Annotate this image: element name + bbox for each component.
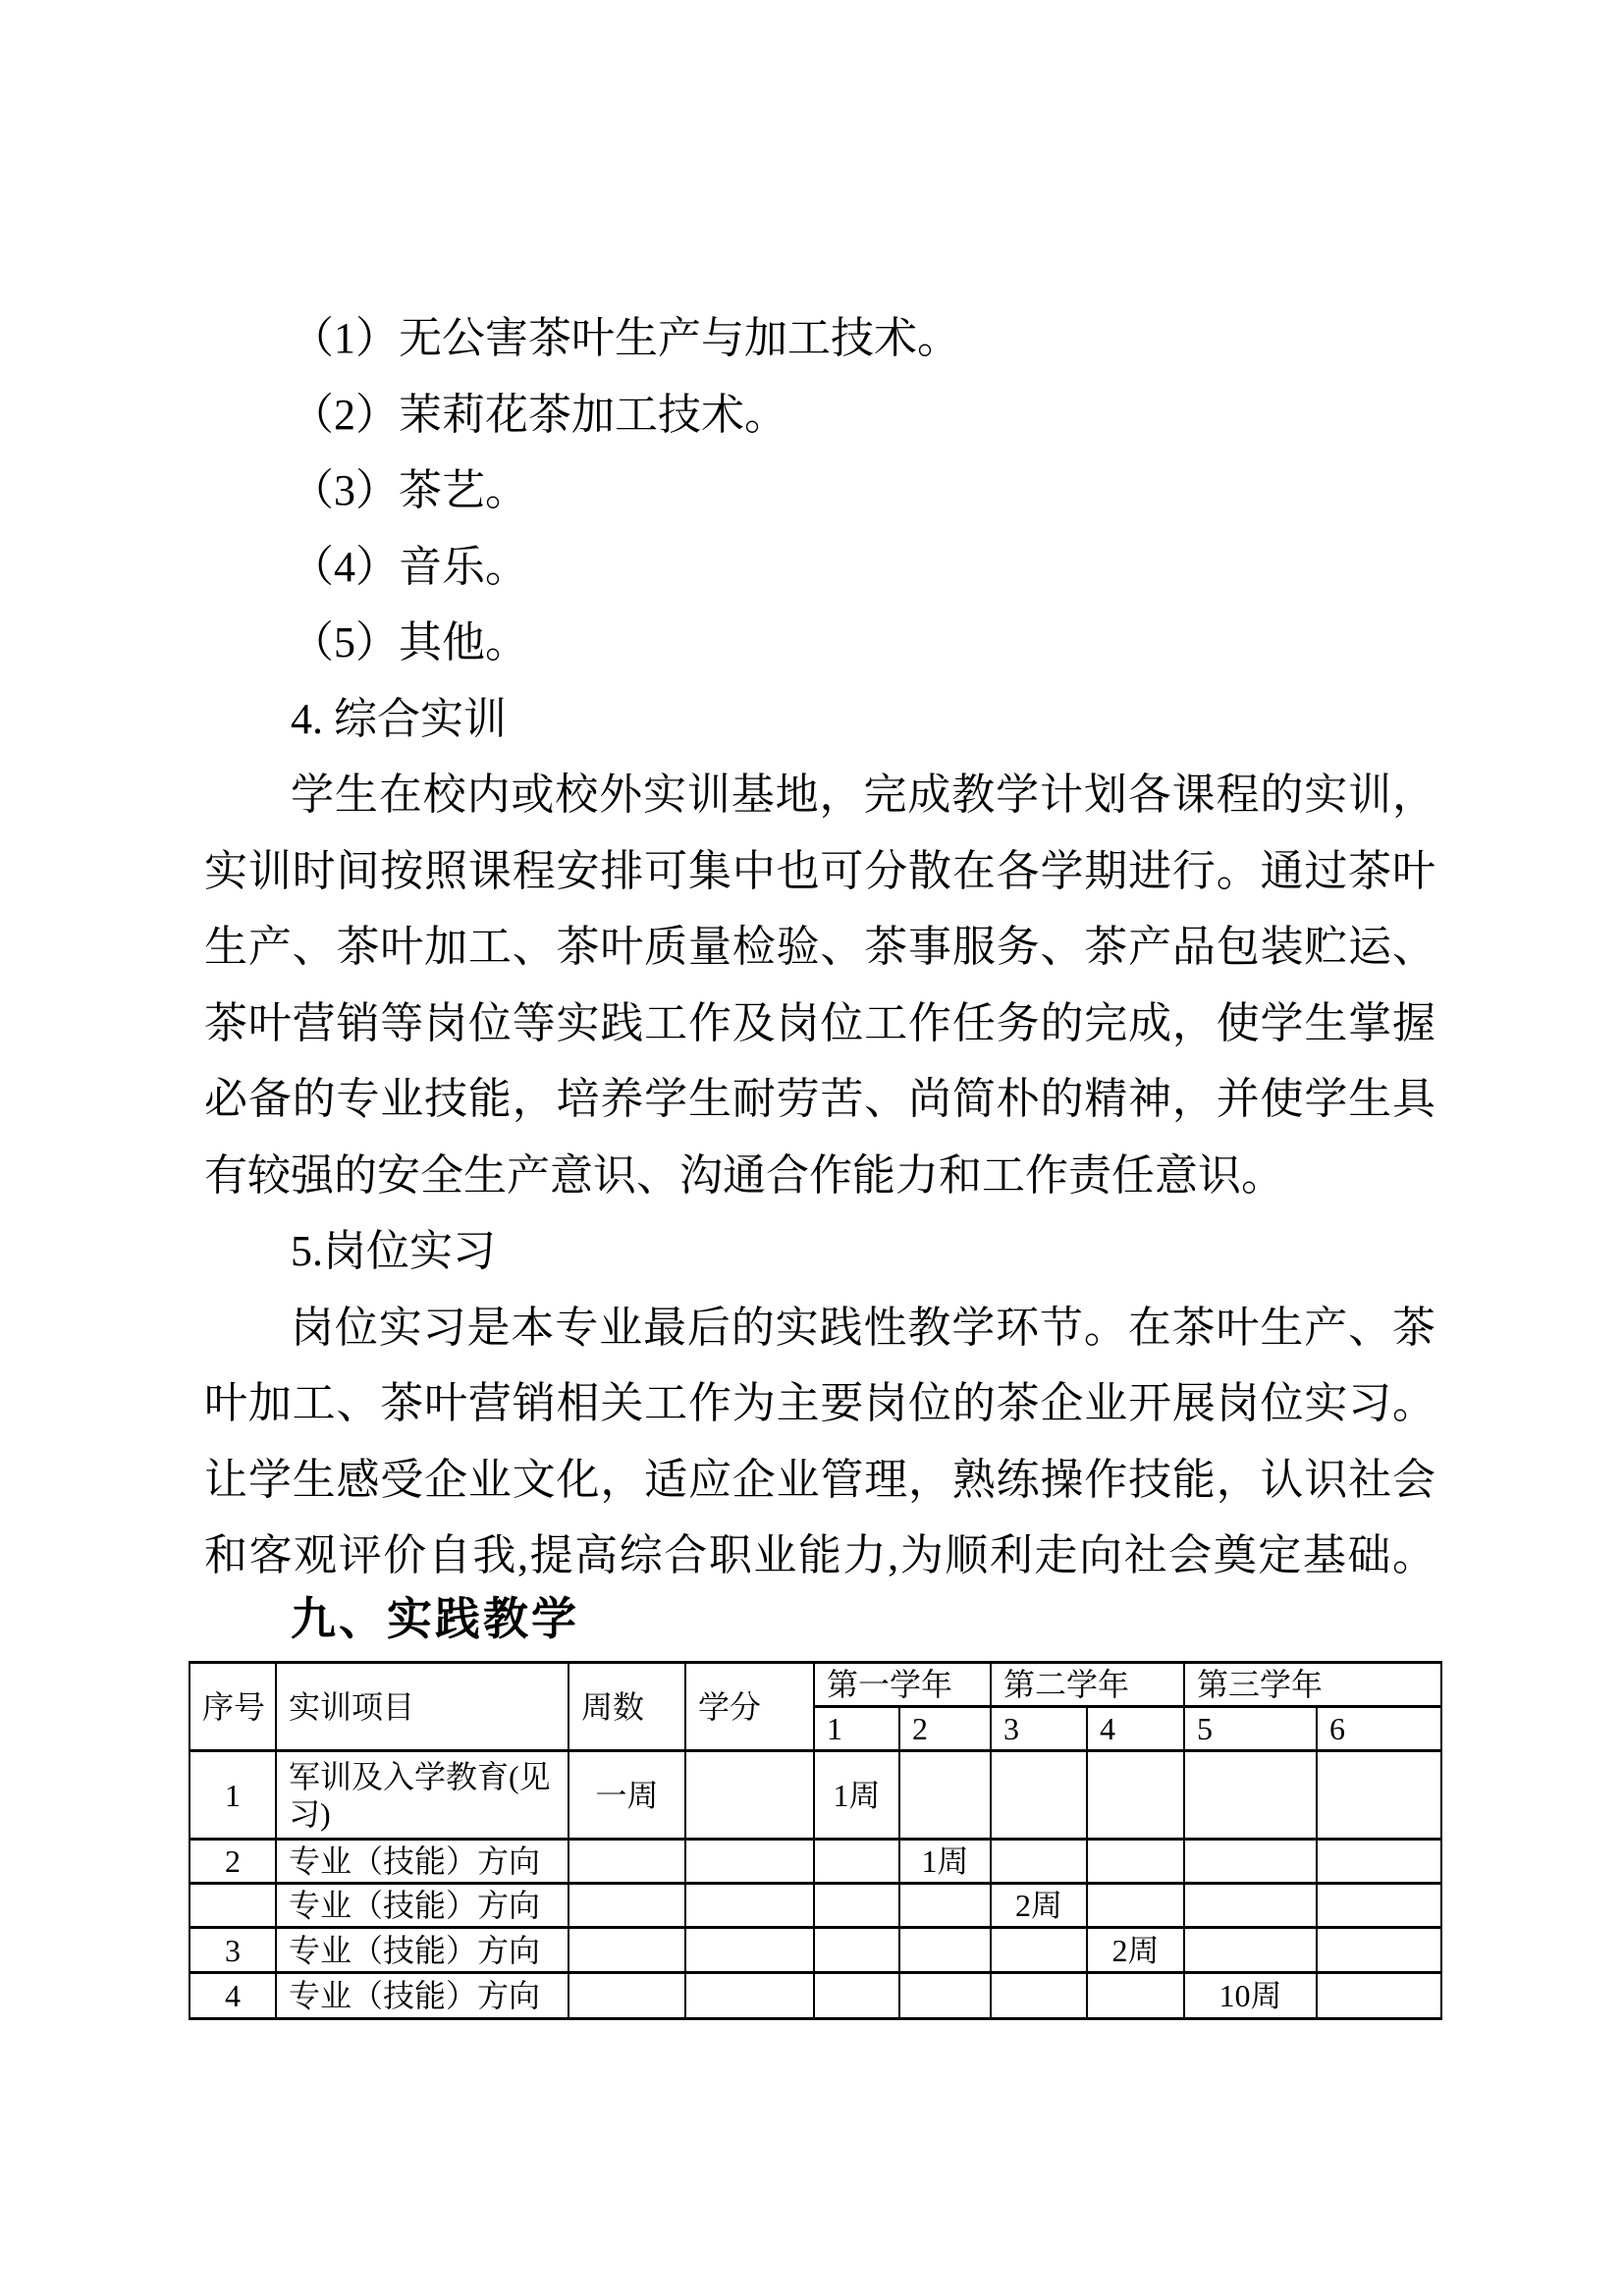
header-cell-project: 实训项目 <box>276 1663 568 1751</box>
list-item-5: （5）其他。 <box>291 618 528 667</box>
row-3-credits <box>685 1884 814 1928</box>
row-3-seq <box>189 1884 276 1928</box>
row-1-sem-6 <box>1317 1751 1441 1840</box>
list-item-1: （1）无公害茶叶生产与加工技术。 <box>291 314 960 362</box>
list-item-3: （3）茶艺。 <box>291 466 528 514</box>
row-4-credits <box>685 1928 814 1973</box>
row-5-sem-3 <box>991 1973 1087 2019</box>
table-row <box>189 1928 1441 1973</box>
row-2-sem-1 <box>814 1840 899 1884</box>
list-item-2: （2）茉莉花茶加工技术。 <box>291 391 787 439</box>
table-row <box>189 1840 1441 1884</box>
row-4-sem-6 <box>1317 1928 1441 1973</box>
header-cell-semester-5: 5 <box>1184 1707 1317 1751</box>
subheading-comprehensive-training: 4. 综合实训 <box>291 695 507 743</box>
row-3-sem-2 <box>899 1884 991 1928</box>
row-3-sem-4 <box>1087 1884 1184 1928</box>
row-1-seq: 1 <box>189 1751 276 1840</box>
row-1-sem-3 <box>991 1751 1087 1840</box>
row-1-sem-1: 1周 <box>814 1751 899 1840</box>
row-3-sem-6 <box>1317 1884 1441 1928</box>
header-cell-credits: 学分 <box>685 1663 814 1751</box>
row-2-credits <box>685 1840 814 1884</box>
row-4-seq: 3 <box>189 1928 276 1973</box>
row-2-sem-2: 1周 <box>899 1840 991 1884</box>
row-4-project: 专业（技能）方向 <box>276 1928 568 1973</box>
row-4-sem-5 <box>1184 1928 1317 1973</box>
paragraph-2-line-4: 和客观评价自我,提高综合职业能力,为顺利走向社会奠定基础。 <box>204 1531 1435 1579</box>
table-row <box>189 1973 1441 2019</box>
row-3-sem-3: 2周 <box>991 1884 1087 1928</box>
header-cell-year-1: 第一学年 <box>814 1663 991 1707</box>
paragraph-1-line-2: 实训时间按照课程安排可集中也可分散在各学期进行。通过茶叶 <box>204 847 1435 895</box>
paragraph-2-line-2: 叶加工、茶叶营销相关工作为主要岗位的茶企业开展岗位实习。 <box>204 1379 1435 1427</box>
header-cell-semester-2: 2 <box>899 1707 991 1751</box>
paragraph-1-line-1: 学生在校内或校外实训基地，完成教学计划各课程的实训， <box>291 771 1435 819</box>
row-4-sem-4: 2周 <box>1087 1928 1184 1973</box>
row-2-project: 专业（技能）方向 <box>276 1840 568 1884</box>
row-2-sem-6 <box>1317 1840 1441 1884</box>
paragraph-2-line-1: 岗位实习是本专业最后的实践性教学环节。在茶叶生产、茶 <box>291 1304 1435 1352</box>
header-cell-semester-6: 6 <box>1317 1707 1441 1751</box>
table-row <box>189 1884 1441 1928</box>
row-5-seq: 4 <box>189 1973 276 2019</box>
row-1-sem-4 <box>1087 1751 1184 1840</box>
row-5-sem-6 <box>1317 1973 1441 2019</box>
paragraph-1-line-4: 茶叶营销等岗位等实践工作及岗位工作任务的完成，使学生掌握 <box>204 999 1435 1047</box>
row-1-weeks: 一周 <box>568 1751 685 1840</box>
row-5-sem-4 <box>1087 1973 1184 2019</box>
row-1-project: 军训及入学教育(见习) <box>276 1751 568 1840</box>
row-3-project: 专业（技能）方向 <box>276 1884 568 1928</box>
header-cell-seq: 序号 <box>189 1663 276 1751</box>
row-2-sem-3 <box>991 1840 1087 1884</box>
subheading-post-internship: 5.岗位实习 <box>291 1227 496 1275</box>
row-1-sem-2 <box>899 1751 991 1840</box>
header-cell-year-2: 第二学年 <box>991 1663 1184 1707</box>
row-3-weeks <box>568 1884 685 1928</box>
header-cell-semester-4: 4 <box>1087 1707 1184 1751</box>
row-4-sem-2 <box>899 1928 991 1973</box>
row-2-sem-4 <box>1087 1840 1184 1884</box>
paragraph-2-line-3: 让学生感受企业文化，适应企业管理，熟练操作技能，认识社会 <box>204 1456 1435 1504</box>
paragraph-1-line-6: 有较强的安全生产意识、沟通合作能力和工作责任意识。 <box>204 1151 1284 1200</box>
row-5-sem-2 <box>899 1973 991 2019</box>
row-5-credits <box>685 1973 814 2019</box>
row-2-weeks <box>568 1840 685 1884</box>
row-4-sem-3 <box>991 1928 1087 1973</box>
row-1-credits <box>685 1751 814 1840</box>
row-4-weeks <box>568 1928 685 1973</box>
row-5-sem-5: 10周 <box>1184 1973 1317 2019</box>
header-cell-semester-1: 1 <box>814 1707 899 1751</box>
table-header-row-years <box>189 1663 1441 1707</box>
row-2-seq: 2 <box>189 1840 276 1884</box>
list-item-4: （4）音乐。 <box>291 543 528 591</box>
paragraph-1-line-5: 必备的专业技能，培养学生耐劳苦、尚简朴的精神，并使学生具 <box>204 1075 1435 1123</box>
paragraph-1-line-3: 生产、茶叶加工、茶叶质量检验、茶事服务、茶产品包装贮运、 <box>204 923 1435 971</box>
header-cell-year-3: 第三学年 <box>1184 1663 1441 1707</box>
row-5-sem-1 <box>814 1973 899 2019</box>
practice-teaching-table <box>189 1661 1442 2020</box>
section-heading-practice-teaching: 九、实践教学 <box>291 1593 579 1644</box>
table-row <box>189 1751 1441 1840</box>
row-5-project: 专业（技能）方向 <box>276 1973 568 2019</box>
header-cell-weeks: 周数 <box>568 1663 685 1751</box>
row-5-weeks <box>568 1973 685 2019</box>
row-3-sem-5 <box>1184 1884 1317 1928</box>
row-2-sem-5 <box>1184 1840 1317 1884</box>
row-1-sem-5 <box>1184 1751 1317 1840</box>
header-cell-semester-3: 3 <box>991 1707 1087 1751</box>
row-4-sem-1 <box>814 1928 899 1973</box>
row-3-sem-1 <box>814 1884 899 1928</box>
